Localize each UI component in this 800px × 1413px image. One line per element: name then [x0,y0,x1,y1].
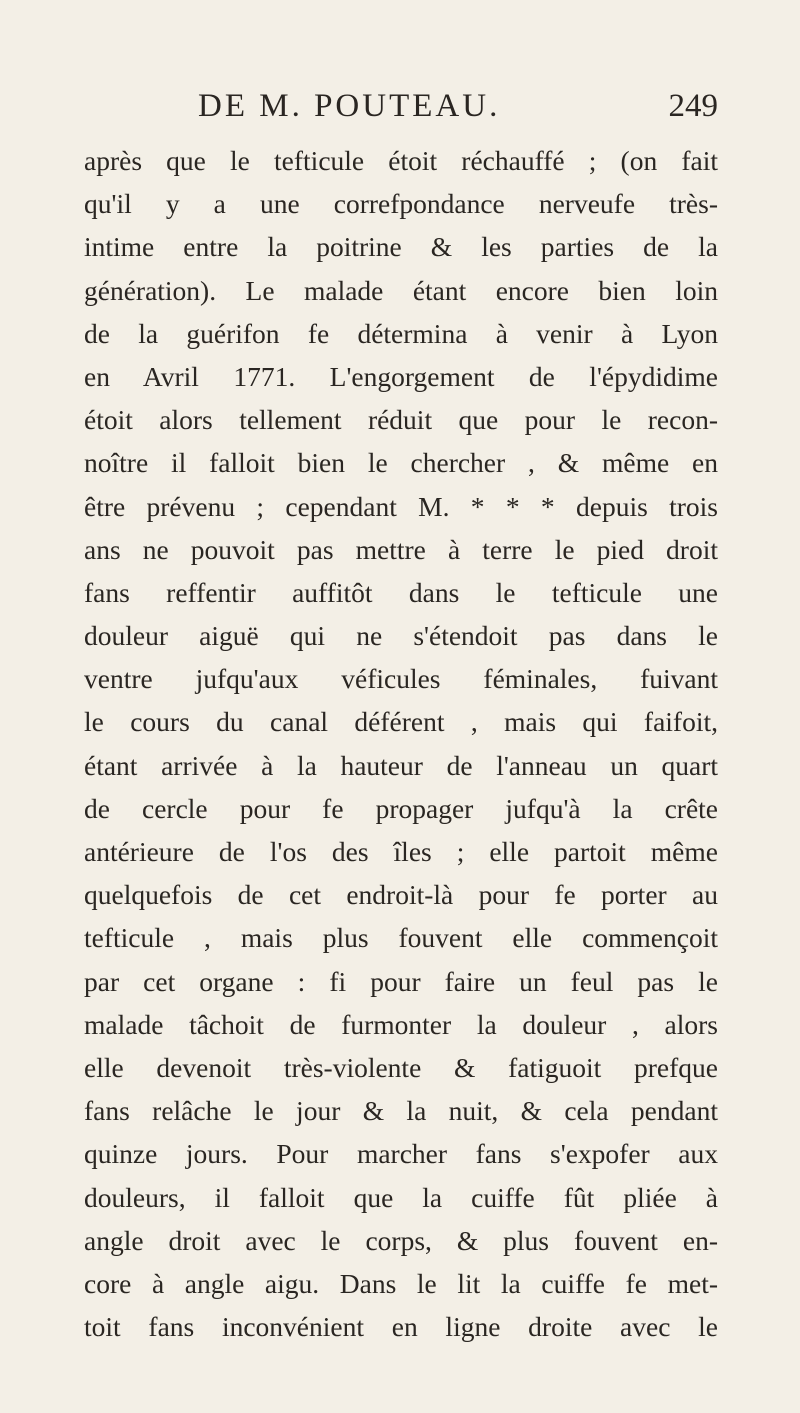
text-line: intime entre la poitrine & les parties de la [84,231,718,263]
text-line: quelquefois de cet endroit-là pour fe porter au [84,879,718,911]
text-line: de la guérifon fe détermina à venir à Lyon [84,317,718,349]
text-line: étoit alors tellement réduit que pour le recon- [84,404,718,436]
text-line: étant arrivée à la hauteur de l'anneau un quart [84,749,718,781]
running-title: DE M. POUTEAU. [198,88,501,124]
running-head [198,88,718,132]
text-line: le cours du canal déférent , mais qui faifoit, [84,706,718,738]
text-line: antérieure de l'os des îles ; elle partoit même [84,836,718,867]
text-line: fans relâche le jour & la nuit, & cela pendant [84,1095,718,1127]
text-line: par cet organe : fi pour faire un feul pas le [84,965,718,997]
text-line: en Avril 1771. L'engorgement de l'épydidime [84,360,718,392]
text-line: tefticule , mais plus fouvent elle commençoit [84,922,718,954]
text-line: core à angle aigu. Dans le lit la cuiffe fe met- [84,1267,718,1299]
text-line: de cercle pour fe propager jufqu'à la crête [84,792,718,824]
text-line: douleurs, il falloit que la cuiffe fût pliée à [84,1181,718,1213]
text-line: malade tâchoit de furmonter la douleur , alors [84,1008,718,1040]
text-line: elle devenoit très-violente & fatiguoit prefque [84,1051,718,1083]
page-number: 249 [668,88,718,124]
text-line: quinze jours. Pour marcher fans s'expofer aux [84,1138,718,1170]
text-line: ans ne pouvoit pas mettre à terre le pied droit [84,533,718,565]
text-line: fans reffentir auffitôt dans le tefticule une [84,576,718,608]
text-line: être prévenu ; cependant M. * * * depuis trois [84,490,718,522]
body-text [84,139,718,1348]
text-line: toit fans inconvénient en ligne droite avec le [84,1311,718,1343]
text-line: ventre jufqu'aux véficules féminales, fuivant [84,663,718,695]
text-line: après que le tefticule étoit réchauffé ; (on fait [84,145,718,176]
text-line: douleur aiguë qui ne s'étendoit pas dans le [84,620,718,652]
text-line: angle droit avec le corps, & plus fouvent en- [84,1224,718,1256]
text-line: qu'il y a une correfpondance nerveufe très- [84,188,718,220]
text-line: noître il falloit bien le chercher , & même en [84,447,718,479]
text-line: génération). Le malade étant encore bien loin [84,274,718,306]
